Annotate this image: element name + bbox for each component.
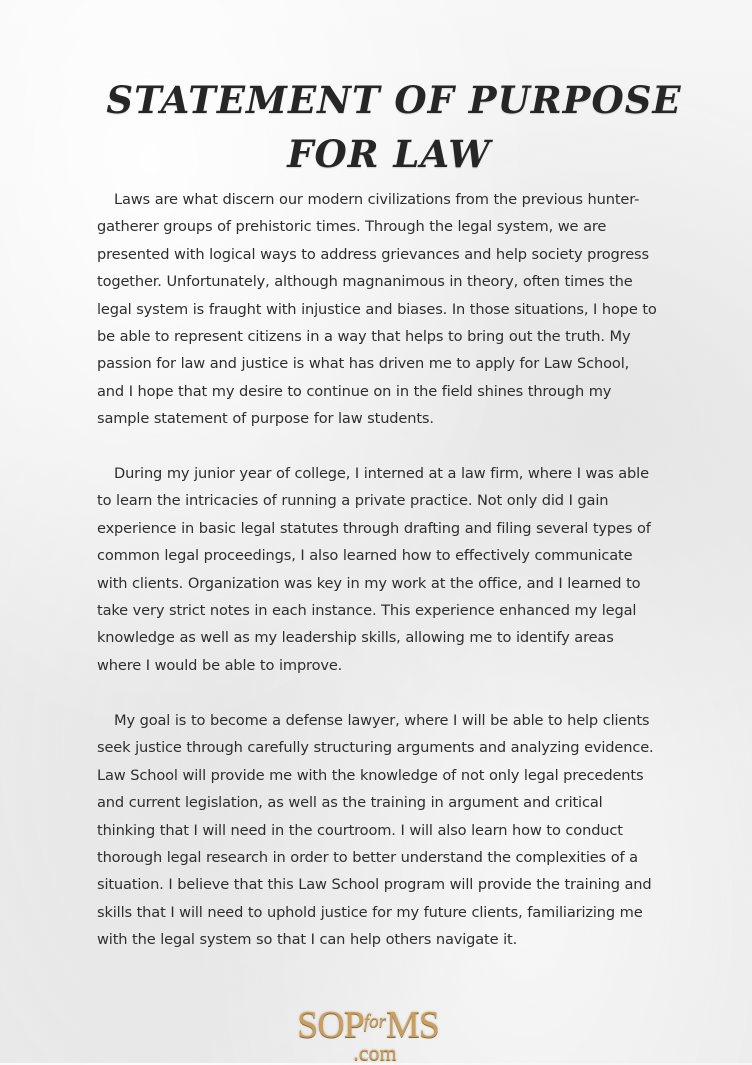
paragraph-3 (97, 707, 659, 954)
title-line-2: FOR LAW (287, 131, 491, 176)
paragraph-1 (97, 186, 659, 433)
logo-brand-start: SOP (297, 1004, 364, 1046)
paragraph-text: During my junior year of college, I interned at a law firm, where I was able to learn the intricacies of running a private practice. Not only did I gain experience in basic legal statutes through drafting and filing several types of common legal proceedings, I also learned how to effectively communicate with clients. Organization was key in my work at the office, and I learned to take very strict notes in each instance. This experience enhanced my legal knowledge as well as my leadership skills, allowing me to identify areas where I would be able to improve. (97, 465, 651, 674)
paragraph-text: Laws are what discern our modern civilizations from the previous hunter-gatherer groups of prehistoric times. Through the legal system, we are presented with logical ways to address grievances and help society progress together. Unfortunately, although magnanimous in theory, often times the legal system is fraught with injustice and biases. In those situations, I hope to be able to represent citizens in a way that helps to bring out the truth. My passion for law and justice is what has driven me to apply for Law School, and I hope that my desire to continue on in the field shines through my sample statement of purpose for law students. (97, 191, 657, 428)
logo-brand-small: for (363, 1011, 386, 1032)
logo-domain: .com (353, 1040, 397, 1065)
logo-brand (288, 1003, 448, 1044)
title-line-1: STATEMENT OF PURPOSE (106, 77, 682, 122)
sopforms-logo (288, 1003, 448, 1063)
paragraph-text: My goal is to become a defense lawyer, where I will be able to help clients seek justice through carefully structuring arguments and analyzing evidence. Law School will provide me with the knowledge of not only legal precedents and current legislation, as well as the training in argument and critical thinking that I will need in the courtroom. I will also learn how to conduct thorough legal research in order to better understand the complexities of a situation. I believe that this Law School program will provide the training and skills that I will need to uphold justice for my future clients, familiarizing me with the legal system so that I can help others navigate it. (97, 712, 654, 949)
page-title (0, 73, 752, 181)
paragraph-2 (97, 460, 659, 679)
logo-brand-end: MS (385, 1004, 439, 1046)
